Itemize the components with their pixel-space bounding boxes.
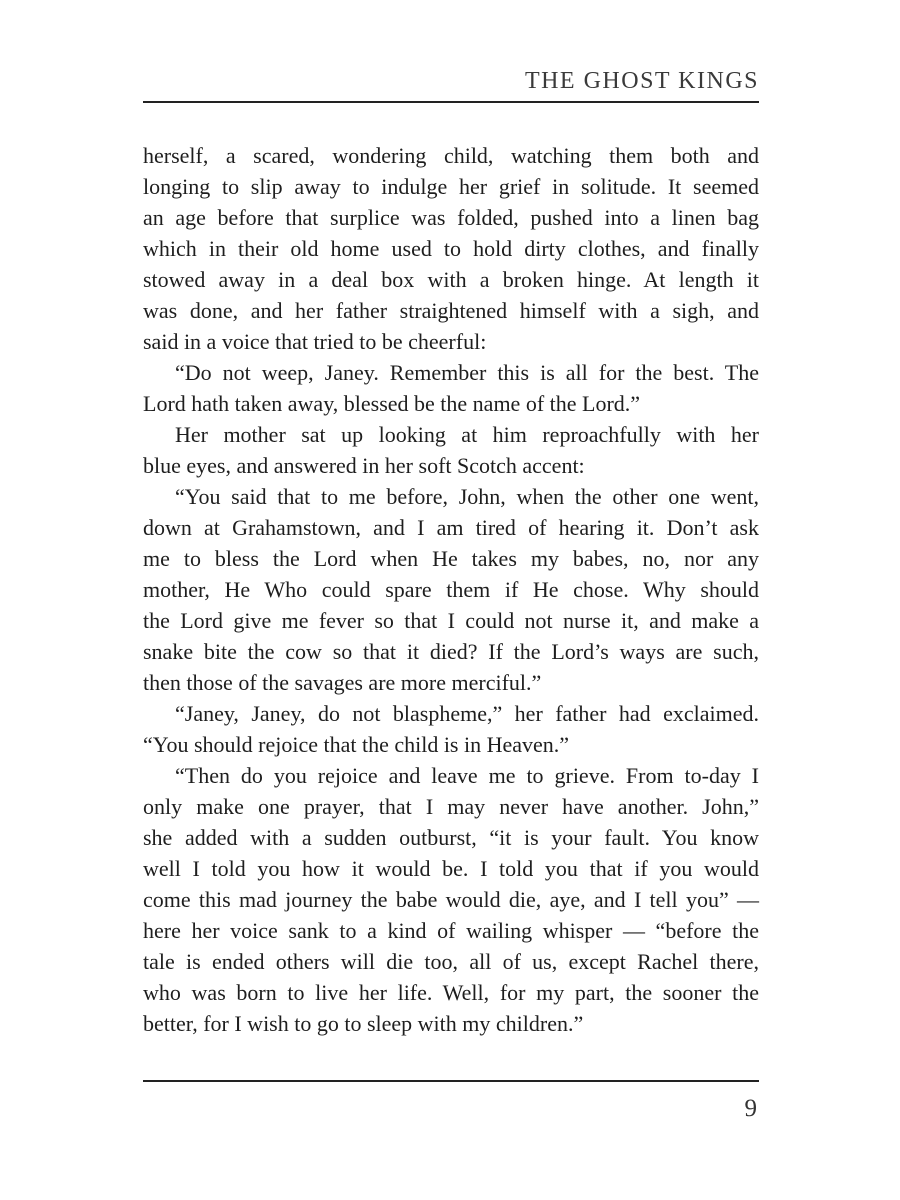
text-line: blue eyes, and answered in her soft Scotch accent: bbox=[143, 453, 585, 478]
text-line: “Do not weep, Janey. Remember this is all for the best. The bbox=[175, 360, 759, 385]
text-line: well I told you how it would be. I told you that if you would bbox=[143, 856, 759, 881]
text-line: said in a voice that tried to be cheerful: bbox=[143, 329, 487, 354]
text-line: which in their old home used to hold dirty clothes, and finally bbox=[143, 236, 759, 261]
text-line: she added with a sudden outburst, “it is your fault. You know bbox=[143, 825, 759, 850]
text-line: down at Grahamstown, and I am tired of hearing it. Don’t ask bbox=[143, 515, 759, 540]
body-text bbox=[143, 140, 759, 1039]
header-rule bbox=[143, 101, 759, 103]
running-head: THE GHOST KINGS bbox=[524, 68, 759, 94]
text-line: stowed away in a deal box with a broken hinge. At length it bbox=[143, 267, 759, 292]
book-page bbox=[143, 0, 759, 1200]
text-line: better, for I wish to go to sleep with my children.” bbox=[143, 1011, 584, 1036]
text-line: come this mad journey the babe would die, aye, and I tell you” — bbox=[143, 887, 759, 912]
text-line: mother, He Who could spare them if He chose. Why should bbox=[143, 577, 759, 602]
text-line: here her voice sank to a kind of wailing whisper — “before the bbox=[143, 918, 759, 943]
paragraph bbox=[143, 760, 759, 1039]
text-line: longing to slip away to indulge her grief in solitude. It seemed bbox=[143, 174, 759, 199]
text-line: herself, a scared, wondering child, watching them both and bbox=[143, 143, 759, 168]
text-line: “Janey, Janey, do not blaspheme,” her father had exclaimed. bbox=[175, 701, 759, 726]
text-line: the Lord give me fever so that I could not nurse it, and make a bbox=[143, 608, 759, 633]
text-line: only make one prayer, that I may never have another. John,” bbox=[143, 794, 759, 819]
text-line: who was born to live her life. Well, for my part, the sooner the bbox=[143, 980, 759, 1005]
text-line: an age before that surplice was folded, pushed into a linen bag bbox=[143, 205, 759, 230]
text-line: “Then do you rejoice and leave me to grieve. From to-day I bbox=[175, 763, 759, 788]
paragraph bbox=[143, 140, 759, 357]
text-line: tale is ended others will die too, all of us, except Rachel there, bbox=[143, 949, 759, 974]
paragraph bbox=[143, 419, 759, 481]
text-line: was done, and her father straightened himself with a sigh, and bbox=[143, 298, 759, 323]
text-line: me to bless the Lord when He takes my babes, no, nor any bbox=[143, 546, 759, 571]
page-number: 9 bbox=[744, 1095, 757, 1122]
text-line: “You said that to me before, John, when the other one went, bbox=[175, 484, 759, 509]
text-line: snake bite the cow so that it died? If the Lord’s ways are such, bbox=[143, 639, 759, 664]
footer-rule bbox=[143, 1080, 759, 1082]
text-line: then those of the savages are more merciful.” bbox=[143, 670, 542, 695]
paragraph bbox=[143, 481, 759, 698]
paragraph bbox=[143, 698, 759, 760]
paragraph bbox=[143, 357, 759, 419]
text-line: Lord hath taken away, blessed be the name of the Lord.” bbox=[143, 391, 641, 416]
text-line: “You should rejoice that the child is in Heaven.” bbox=[143, 732, 570, 757]
text-line: Her mother sat up looking at him reproachfully with her bbox=[175, 422, 759, 447]
